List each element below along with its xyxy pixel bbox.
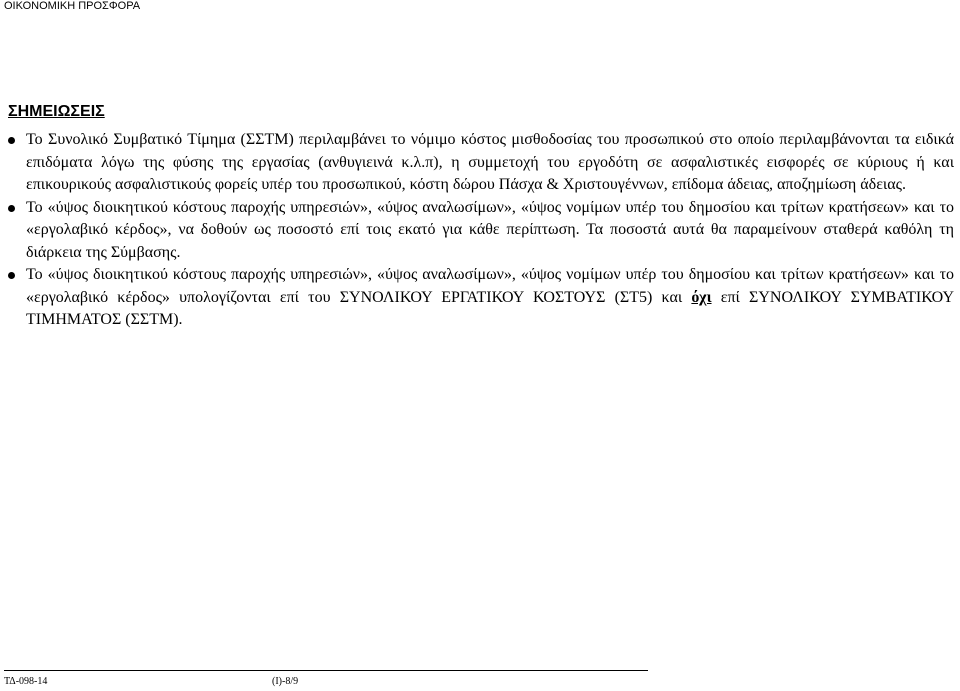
bullet-icon [8,137,15,144]
notes-heading: ΣΗΜΕΙΩΣΕΙΣ [8,103,105,120]
document-header-label: ΟΙΚΟΝΟΜΙΚΗ ΠΡΟΣΦΟΡΑ [4,0,141,12]
notes-list [8,129,954,332]
footer-document-code: ΤΔ-098-14 [4,676,48,687]
note-item-2 [8,197,954,265]
footer-page-number: (Ι)-8/9 [272,676,299,687]
note-emphasis: όχι [691,288,712,306]
bullet-icon [8,272,15,279]
note-text-after: επί ΣΥΝΟΛΙΚΟΥ ΣΥΜΒΑΤΙΚΟΥ ΤΙΜΗΜΑΤΟΣ (ΣΣΤΜ). [26,288,954,328]
note-item-3 [8,264,954,332]
note-text: Το «ύψος διοικητικού κόστους παροχής υπηρεσιών», «ύψος αναλωσίμων», «ύψος νομίμων υπέρ του δημοσίου και τρίτων κρατήσεων» και το «εργολαβικό κέρδος», να δοθούν ως ποσοστό επί τοις εκατό για κάθε περίπτωση. Τα ποσοστά αυτά θα παραμείνουν σταθερά καθόλη τη διάρκεια της Σύμβασης. [26,198,954,261]
bullet-icon [8,205,15,212]
note-text-before: Το «ύψος διοικητικού κόστους παροχής υπηρεσιών», «ύψος αναλωσίμων», «ύψος νομίμων υπέρ του δημοσίου και τρίτων κρατήσεων» και το «εργολαβικό κέρδος» υπολογίζονται επί του ΣΥΝΟΛΙΚΟΥ ΕΡΓΑΤΙΚΟΥ ΚΟΣΤΟΥΣ (ΣΤ5) και [26,266,954,306]
note-text: Το Συνολικό Συμβατικό Τίμημα (ΣΣΤΜ) περιλαμβάνει το νόμιμο κόστος μισθοδοσίας του προσωπικού στο οποίο περιλαμβάνονται τα ειδικά επιδόματα λόγω της φύσης της εργασίας (ανθυγιεινά κ.λ.π), η συμμετοχή του εργοδότη σε ασφαλιστικές εισφορές σε κύριους ή και επικουρικούς ασφαλιστικούς φορείς υπέρ του προσωπικού, κόστη δώρου Πάσχα & Χριστουγέννων, επίδομα άδειας, αποζημίωση άδειας. [26,131,954,193]
note-item-1 [8,129,954,197]
footer-divider [4,670,648,671]
